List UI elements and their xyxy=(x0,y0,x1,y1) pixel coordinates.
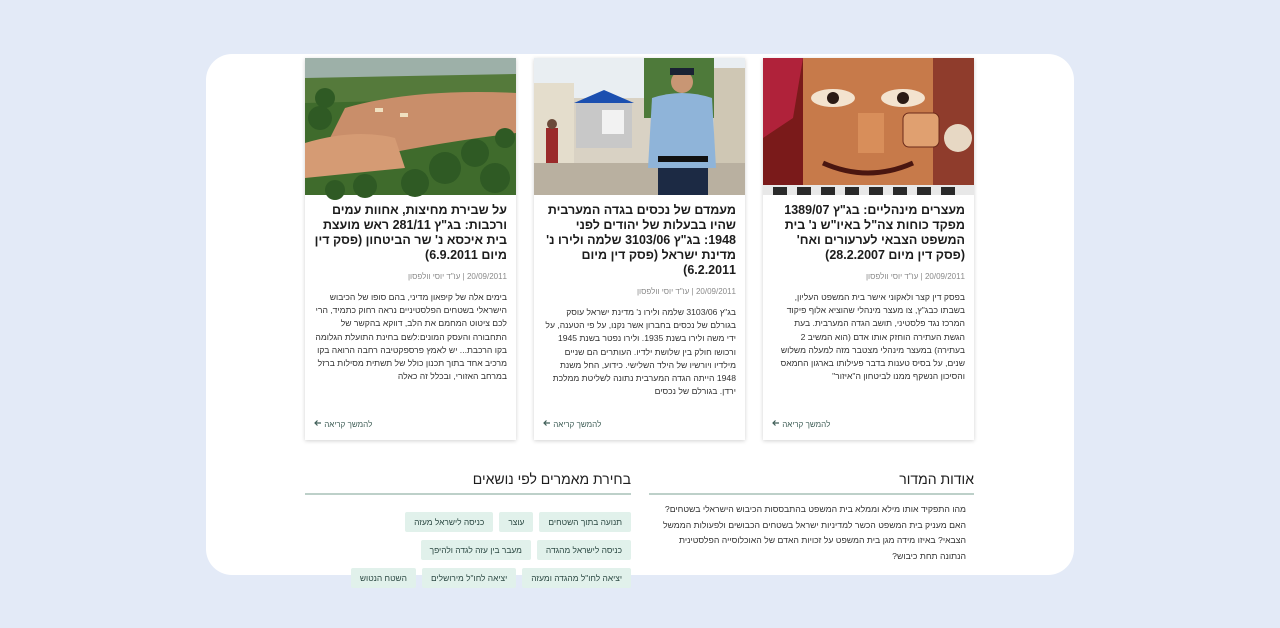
topic-tag[interactable]: מעבר בין עזה לגדה ולהיפך xyxy=(421,540,531,560)
read-more-link[interactable] xyxy=(543,419,601,429)
content-frame xyxy=(206,54,1074,583)
about-text: מהו התפקיד אותו מילא וממלא בית המשפט בהתבססות הכיבוש הישראלי בשטחים? האם מעניק בית המשפט הכשר למדיניות ישראל בשטחים הכבושים ולפעולות הממשל הצבאי? באיזו מידה מגן בית המשפט על זכויות האדם של האוכלוסייה הפלסטינית הנתונה תחת כיבוש? xyxy=(662,504,966,562)
arrow-left-icon xyxy=(543,419,551,429)
topic-tag[interactable]: כניסה לישראל מהגדה xyxy=(537,540,631,560)
article-image-police-officer[interactable] xyxy=(534,58,745,195)
about-heading: אודות המדור xyxy=(899,471,974,487)
read-more-link[interactable] xyxy=(314,419,372,429)
article-image-construction-site[interactable] xyxy=(305,58,516,195)
topic-tag[interactable]: השטח הנטוש xyxy=(351,568,416,588)
article-title[interactable]: מעמדם של נכסים בגדה המערבית שהיו בבעלות של יהודים לפני 1948: בג"ץ 3103/06 שלמה ולירו נ' מדינת ישראל (פסק דין מיום 6.2.2011) xyxy=(546,203,736,277)
read-more-link[interactable] xyxy=(772,419,830,429)
article-card[interactable] xyxy=(763,58,974,440)
read-more-label: להמשך קריאה xyxy=(553,420,602,429)
topic-tag[interactable]: יציאה לחו"ל מירושלים xyxy=(422,568,516,588)
about-divider xyxy=(649,493,974,495)
topics-divider xyxy=(305,493,631,495)
arrow-left-icon xyxy=(772,419,780,429)
read-more-label: להמשך קריאה xyxy=(782,420,831,429)
article-image-mural[interactable] xyxy=(763,58,974,195)
article-title[interactable]: מעצרים מינהליים: בג"ץ 1389/07 מפקד כוחות צה"ל באיו"ש נ' בית המשפט הצבאי לערעורים ואח' (פסק דין מיום 28.2.2007) xyxy=(784,203,965,262)
topic-tag[interactable]: תנועה בתוך השטחים xyxy=(539,512,631,532)
article-meta: 20/09/2011 | עו"ד יוסי וולפסון xyxy=(636,287,736,296)
article-card[interactable] xyxy=(305,58,516,440)
article-meta: 20/09/2011 | עו"ד יוסי וולפסון xyxy=(407,272,507,281)
article-title[interactable]: על שבירת מחיצות, אחוות עמים ורכבות: בג"ץ 281/11 ראש מועצת בית איכסא נ' שר הביטחון (פסק דין מיום 6.9.2011) xyxy=(314,203,507,262)
topic-tags xyxy=(305,510,631,594)
article-excerpt: בג"ץ 3103/06 שלמה ולירו נ' מדינת ישראל עוסק בגורלם של נכסים בחברון אשר נקנו, על פי הטענה, על ידי משה ולירו בשנת 1935. ולירו נפטר בשנת 1945 ורכושו חולק בין שלושת ילדיו. העותרים הם שניים מילדיו ויורשיו של הילד השלישי. כידוע, החל משנת 1948 הייתה הגדה המערבית נתונה לשליטת ממלכת ירדן. בגורלם של נכסים xyxy=(545,307,736,397)
read-more-label: להמשך קריאה xyxy=(324,420,373,429)
article-excerpt: בפסק דין קצר ולאקוני אישר בית המשפט העליון, בשבתו כבג"ץ, צו מעצר מינהלי שהוציא אלוף פיקוד המרכז נגד פלסטיני, תושב הגדה המערבית. בעת הגשת העתירה הוחזק אותו אדם (הוא המשיב 2 בעתירה) במעצר מינהלי מצטבר מזה למעלה משלוש שנים, על בסיס טענות בדבר פעילותו בארגון החמאס והסיכון הנשקף ממנו לביטחון ה"איזור" xyxy=(780,292,965,382)
topic-tag[interactable]: יציאה לחו"ל מהגדה ומעזה xyxy=(522,568,631,588)
arrow-left-icon xyxy=(314,419,322,429)
topics-heading: בחירת מאמרים לפי נושאים xyxy=(472,471,631,487)
article-card[interactable] xyxy=(534,58,745,440)
article-excerpt: בימים אלה של קיפאון מדיני, בהם סופו של הכיבוש הישראלי בשטחים הפלסטיניים נראה רחוק כתמיד, הרי לכם ציטוט המחמם את הלב, דווקא בהקשר של התחבורה והעסק המונים:לשם בחינת התועלת הגלומה בקו הרכבת... יש לאמץ פרספקטיבה רחבה הרואה בקו מרכיב אחד בתוך תכנון כולל של תשתית מסילות ברזל במרחב האזורי, ובכלל זה כאלה xyxy=(315,292,507,382)
topic-tag[interactable]: עוצר xyxy=(499,512,533,532)
topic-tag[interactable]: כניסה לישראל מעזה xyxy=(405,512,493,532)
article-meta: 20/09/2011 | עו"ד יוסי וולפסון xyxy=(865,272,965,281)
